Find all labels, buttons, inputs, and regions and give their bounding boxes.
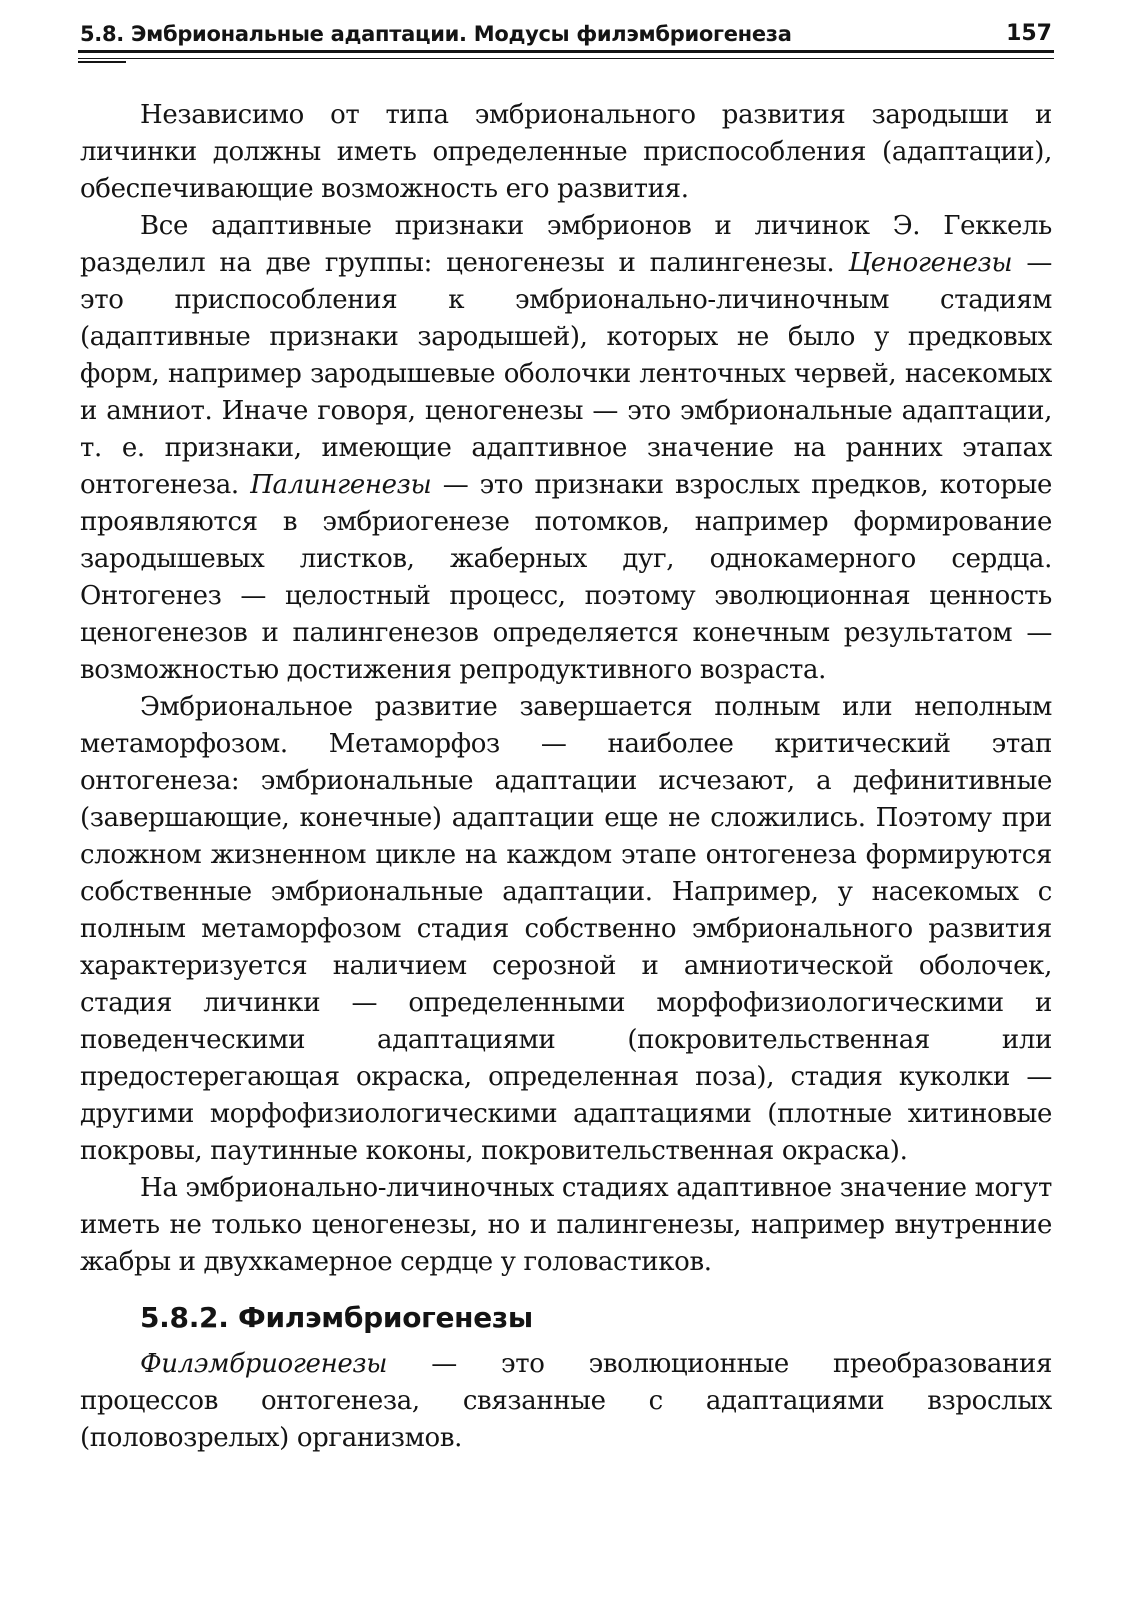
paragraph-phylembryogenesis [80,1346,1052,1457]
running-header [80,14,1052,54]
header-rule-thick [78,50,1054,53]
paragraph-text: — это признаки взрослых предков, которые проявляются в эмбриогенезе потомков, например формирование зародышевых листков, жаберных дуг, однокамерного сердца. Онтогенез — целостный процесс, поэтому эволюционная ценность ценогенезов и палингенезов определяется конечным результатом — возможностью достижения репродуктивного возраста. [80,470,1052,685]
term-cenogenesis: Ценогенезы [848,248,1013,278]
paragraph-text: — это эволюционные преобразования процессов онтогенеза, связанные с адаптациями взрослых (половозрелых) организмов. [80,1349,1052,1453]
paragraph-haeckel-groups [80,208,1052,689]
body-text [80,97,1052,1457]
paragraph-text: Все адаптивные признаки эмбрионов и личинок Э. Геккель разделил на две группы: ценогенезы и палингенезы. [80,211,1052,278]
subsection-heading: 5.8.2. Филэмбриогенезы [140,1301,533,1334]
page-number: 157 [1006,21,1052,46]
paragraph-larval-stages [80,1170,1052,1281]
header-rule-thin [78,58,1054,59]
paragraph-text: — это приспособления к эмбрионально-личиночным стадиям (адаптивные признаки зародышей), которых не было у предковых форм, например зародышевые оболочки ленточных червей, насекомых и амниот. Иначе говоря, ценогенезы — это эмбриональные адаптации, т. е. признаки, имеющие адаптивное значение на ранних этапах онтогенеза. [80,248,1052,500]
paragraph-text: Эмбриональное развитие завершается полным или неполным метаморфозом. Метаморфоз — наиболее критический этап онтогенеза: эмбриональные адаптации исчезают, а дефинитивные (завершающие, конечные) адаптации еще не сложились. Поэтому при сложном жизненном цикле на каждом этапе онтогенеза формируются собственные эмбриональные адаптации. Например, у насекомых с полным метаморфозом стадия собственно эмбрионального развития характеризуется наличием серозной и амниотической оболочек, стадия личинки — определенными морфофизиологическими и поведенческими адаптациями (покровительственная или предостерегающая окраска, определенная поза), стадия куколки — другими морфофизиологическими адаптациями (плотные хитиновые покровы, паутинные коконы, покровительственная окраска). [80,692,1052,1166]
header-rule-stub [78,61,126,63]
section-title: 5.8. Эмбриональные адаптации. Модусы филэмбриогенеза [80,22,792,46]
paragraph-text: Независимо от типа эмбрионального развития зародыши и личинки должны иметь определенные приспособления (адаптации), обеспечивающие возможность его развития. [80,100,1052,204]
term-palingenesis: Палингенезы [250,470,432,500]
paragraph-metamorphosis [80,689,1052,1170]
term-phylembryogenesis: Филэмбриогенезы [140,1349,388,1379]
paragraph-text: На эмбрионально-личиночных стадиях адаптивное значение могут иметь не только ценогенезы, но и палингенезы, например внутренние жабры и двухкамерное сердце у головастиков. [80,1173,1052,1277]
paragraph-adaptations-intro [80,97,1052,208]
